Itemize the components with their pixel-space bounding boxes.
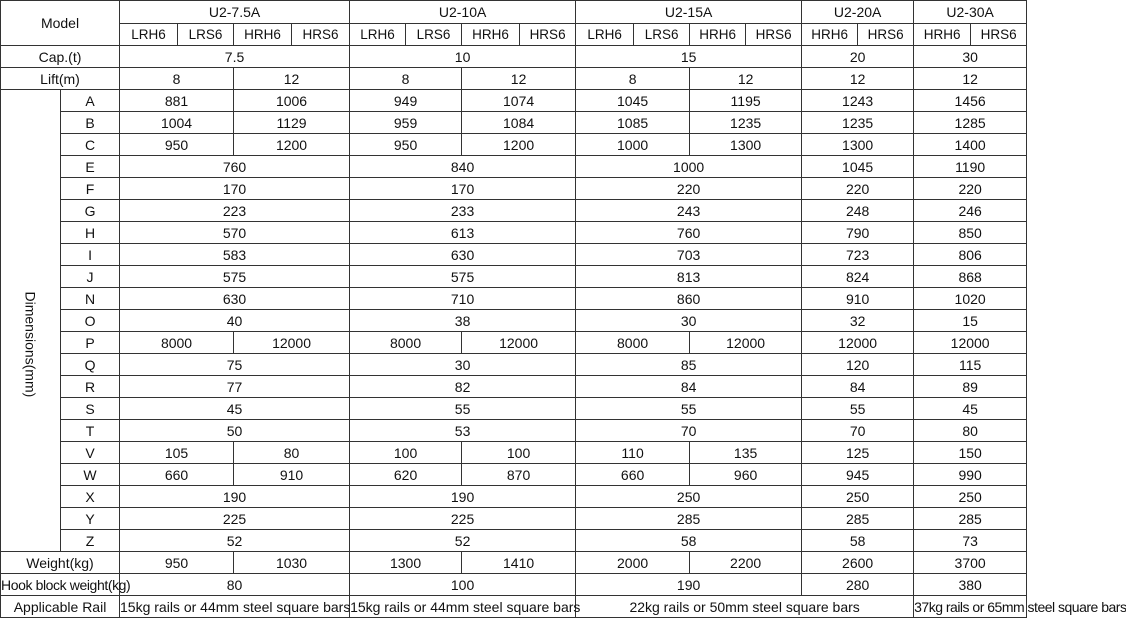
dimension-cell: 248 [802,200,914,222]
dimension-cell: 55 [576,398,802,420]
model-header-row [1,1,1027,24]
hook-weight-cell: 190 [576,574,802,596]
dimension-cell: 250 [576,486,802,508]
dimension-cell: 1235 [690,112,802,134]
variant-cell: HRH6 [234,24,292,46]
dimension-cell: 868 [914,266,1027,288]
dimension-cell: 1045 [576,90,690,112]
dimension-cell: 170 [350,178,576,200]
dimension-key: O [61,310,120,332]
lift-cell: 12 [462,68,576,90]
dimension-cell: 660 [120,464,234,486]
dimension-key: E [61,156,120,178]
model-u2-15a: U2-15A [576,1,802,24]
dimension-key: G [61,200,120,222]
dimension-cell: 233 [350,200,576,222]
dimension-cell: 8000 [576,332,690,354]
dimension-cell: 12000 [462,332,576,354]
capacity-label: Cap.(t) [1,46,120,68]
dimension-cell: 84 [802,376,914,398]
dimension-row-q [1,354,1027,376]
variant-cell: LRS6 [634,24,690,46]
dimension-cell: 100 [462,442,576,464]
dimension-cell: 840 [350,156,576,178]
model-label: Model [1,1,120,46]
hook-weight-cell: 380 [914,574,1027,596]
dimension-cell: 12000 [690,332,802,354]
dimension-cell: 790 [802,222,914,244]
dimension-cell: 1074 [462,90,576,112]
dimension-cell: 703 [576,244,802,266]
dimension-cell: 73 [914,530,1027,552]
dimension-cell: 949 [350,90,462,112]
dimension-row-y [1,508,1027,530]
variant-header-row [1,24,1027,46]
lift-cell: 12 [914,68,1027,90]
dimension-cell: 243 [576,200,802,222]
dimension-key: W [61,464,120,486]
dimension-cell: 1300 [802,134,914,156]
dimension-cell: 12000 [914,332,1027,354]
model-u2-10a: U2-10A [350,1,576,24]
dimension-cell: 881 [120,90,234,112]
dimension-cell: 120 [802,354,914,376]
dimension-cell: 285 [576,508,802,530]
variant-cell: HRH6 [914,24,971,46]
dimension-row-a [1,90,1027,112]
dimension-cell: 52 [120,530,350,552]
dimension-key: P [61,332,120,354]
dimension-cell: 100 [350,442,462,464]
dimension-cell: 1085 [576,112,690,134]
dimension-cell: 575 [350,266,576,288]
dimension-cell: 8000 [350,332,462,354]
dimension-cell: 84 [576,376,802,398]
rail-row [1,596,1027,618]
weight-cell: 950 [120,552,234,574]
dimension-cell: 190 [120,486,350,508]
lift-cell: 12 [802,68,914,90]
dimension-key: S [61,398,120,420]
dimension-cell: 110 [576,442,690,464]
model-u2-20a: U2-20A [802,1,914,24]
dimensions-body [1,90,1027,552]
dimension-cell: 220 [914,178,1027,200]
weight-row [1,552,1027,574]
variant-cell: HRH6 [462,24,520,46]
dimension-row-g [1,200,1027,222]
dimension-cell: 190 [350,486,576,508]
dimension-cell: 89 [914,376,1027,398]
dimension-key: Z [61,530,120,552]
dimension-cell: 1000 [576,134,690,156]
weight-cell: 1030 [234,552,350,574]
dimension-cell: 583 [120,244,350,266]
lift-cell: 12 [234,68,350,90]
dimension-cell: 1243 [802,90,914,112]
variant-cell: HRS6 [746,24,802,46]
dimensions-label-text: Dimensions(mm) [22,291,39,397]
dimension-cell: 870 [462,464,576,486]
dimension-row-v [1,442,1027,464]
dimension-cell: 1195 [690,90,802,112]
dimension-cell: 32 [802,310,914,332]
rail-cell: 15kg rails or 44mm steel square bars [350,596,576,618]
dimension-cell: 125 [802,442,914,464]
dimensions-label [1,90,61,552]
hook-weight-cell: 100 [350,574,576,596]
dimension-cell: 170 [120,178,350,200]
dimension-cell: 225 [120,508,350,530]
capacity-cell: 20 [802,46,914,68]
weight-cell: 1300 [350,552,462,574]
dimension-cell: 75 [120,354,350,376]
capacity-row [1,46,1027,68]
rail-cell: 37kg rails or 65mm steel square bars [914,596,1027,618]
hook-weight-label: Hook block weight(kg) [1,574,120,596]
dimension-cell: 285 [802,508,914,530]
dimension-cell: 1200 [234,134,350,156]
weight-cell: 2200 [690,552,802,574]
dimension-cell: 80 [914,420,1027,442]
dimension-cell: 760 [576,222,802,244]
dimension-cell: 1006 [234,90,350,112]
dimension-cell: 50 [120,420,350,442]
dimension-cell: 12000 [234,332,350,354]
dimension-cell: 45 [120,398,350,420]
dimension-cell: 30 [350,354,576,376]
dimension-cell: 70 [802,420,914,442]
dimension-cell: 58 [576,530,802,552]
dimension-cell: 630 [120,288,350,310]
dimension-row-r [1,376,1027,398]
dimension-cell: 710 [350,288,576,310]
dimension-cell: 38 [350,310,576,332]
dimension-row-h [1,222,1027,244]
capacity-cell: 10 [350,46,576,68]
dimension-cell: 285 [914,508,1027,530]
dimension-cell: 115 [914,354,1027,376]
dimension-row-o [1,310,1027,332]
variant-cell: HRH6 [802,24,858,46]
dimension-cell: 630 [350,244,576,266]
dimension-cell: 950 [120,134,234,156]
weight-label: Weight(kg) [1,552,120,574]
dimension-key: A [61,90,120,112]
dimension-row-t [1,420,1027,442]
dimension-cell: 246 [914,200,1027,222]
dimension-row-i [1,244,1027,266]
dimension-key: Q [61,354,120,376]
variant-cell: HRH6 [690,24,746,46]
lift-row [1,68,1027,90]
dimension-row-j [1,266,1027,288]
hook-weight-row [1,574,1027,596]
dimension-key: Y [61,508,120,530]
dimension-cell: 105 [120,442,234,464]
rail-cell: 22kg rails or 50mm steel square bars [576,596,914,618]
capacity-cell: 7.5 [120,46,350,68]
dimension-key: I [61,244,120,266]
dimension-cell: 760 [120,156,350,178]
dimension-cell: 12000 [802,332,914,354]
capacity-cell: 30 [914,46,1027,68]
rail-label: Applicable Rail [1,596,120,618]
dimension-cell: 575 [120,266,350,288]
dimension-cell: 45 [914,398,1027,420]
dimension-row-b [1,112,1027,134]
variant-cell: HRS6 [971,24,1027,46]
dimension-key: V [61,442,120,464]
dimension-cell: 1129 [234,112,350,134]
dimension-cell: 959 [350,112,462,134]
dimension-cell: 1000 [576,156,802,178]
dimension-cell: 824 [802,266,914,288]
dimension-cell: 220 [576,178,802,200]
dimension-cell: 960 [690,464,802,486]
dimension-cell: 1045 [802,156,914,178]
lift-cell: 8 [350,68,462,90]
dimension-cell: 850 [914,222,1027,244]
model-u2-7.5a: U2-7.5A [120,1,350,24]
dimension-cell: 613 [350,222,576,244]
dimension-row-f [1,178,1027,200]
weight-cell: 2000 [576,552,690,574]
dimension-cell: 570 [120,222,350,244]
variant-cell: HRS6 [292,24,350,46]
dimension-row-p [1,332,1027,354]
capacity-cell: 15 [576,46,802,68]
lift-cell: 12 [690,68,802,90]
dimension-cell: 1400 [914,134,1027,156]
dimension-key: C [61,134,120,156]
dimension-key: B [61,112,120,134]
dimension-cell: 80 [234,442,350,464]
dimension-cell: 950 [350,134,462,156]
dimension-cell: 55 [802,398,914,420]
weight-cell: 2600 [802,552,914,574]
lift-label: Lift(m) [1,68,120,90]
dimension-cell: 1200 [462,134,576,156]
dimension-key: N [61,288,120,310]
dimension-key: F [61,178,120,200]
dimension-cell: 1235 [802,112,914,134]
dimension-cell: 660 [576,464,690,486]
weight-cell: 3700 [914,552,1027,574]
rail-cell: 15kg rails or 44mm steel square bars [120,596,350,618]
model-u2-30a: U2-30A [914,1,1027,24]
variant-cell: HRS6 [520,24,576,46]
dimension-cell: 1456 [914,90,1027,112]
dimension-cell: 77 [120,376,350,398]
dimension-cell: 1004 [120,112,234,134]
dimension-cell: 8000 [120,332,234,354]
dimension-cell: 82 [350,376,576,398]
dimension-row-c [1,134,1027,156]
dimension-cell: 990 [914,464,1027,486]
lift-cell: 8 [576,68,690,90]
dimension-cell: 40 [120,310,350,332]
dimension-row-x [1,486,1027,508]
dimension-cell: 52 [350,530,576,552]
dimension-cell: 250 [802,486,914,508]
dimension-cell: 70 [576,420,802,442]
dimension-cell: 220 [802,178,914,200]
dimension-cell: 85 [576,354,802,376]
dimension-cell: 910 [802,288,914,310]
variant-cell: LRH6 [120,24,178,46]
dimension-cell: 723 [802,244,914,266]
dimension-cell: 223 [120,200,350,222]
dimension-cell: 860 [576,288,802,310]
dimension-row-z [1,530,1027,552]
dimension-cell: 945 [802,464,914,486]
variant-cell: LRH6 [576,24,634,46]
weight-cell: 1410 [462,552,576,574]
dimension-cell: 813 [576,266,802,288]
dimension-cell: 1190 [914,156,1027,178]
dimension-key: J [61,266,120,288]
dimension-cell: 30 [576,310,802,332]
dimension-key: H [61,222,120,244]
dimension-cell: 15 [914,310,1027,332]
dimension-cell: 53 [350,420,576,442]
dimension-cell: 1084 [462,112,576,134]
dimension-key: X [61,486,120,508]
dimension-cell: 58 [802,530,914,552]
variant-cell: LRS6 [178,24,234,46]
dimension-cell: 150 [914,442,1027,464]
dimension-cell: 1285 [914,112,1027,134]
variant-cell: LRS6 [406,24,462,46]
dimension-cell: 250 [914,486,1027,508]
dimension-cell: 1300 [690,134,802,156]
dimension-cell: 806 [914,244,1027,266]
variant-cell: HRS6 [858,24,914,46]
dimension-row-e [1,156,1027,178]
dimension-cell: 620 [350,464,462,486]
variant-cell: LRH6 [350,24,406,46]
lift-cell: 8 [120,68,234,90]
dimension-cell: 1020 [914,288,1027,310]
hook-weight-cell: 280 [802,574,914,596]
dimension-cell: 55 [350,398,576,420]
dimension-cell: 135 [690,442,802,464]
dimension-key: R [61,376,120,398]
dimension-row-w [1,464,1027,486]
dimension-row-n [1,288,1027,310]
hook-weight-cell: 80 [120,574,350,596]
dimension-cell: 910 [234,464,350,486]
dimension-row-s [1,398,1027,420]
dimension-key: T [61,420,120,442]
dimension-cell: 225 [350,508,576,530]
